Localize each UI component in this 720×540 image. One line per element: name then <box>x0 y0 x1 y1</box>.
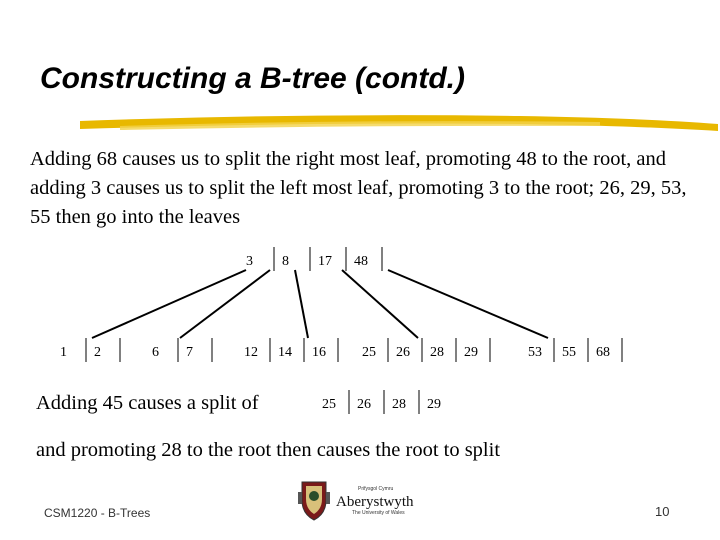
leaf-node <box>528 338 610 362</box>
node-key: 16 <box>312 345 326 360</box>
node-key: 8 <box>282 254 289 269</box>
node-key: 28 <box>430 345 444 360</box>
node-key: 68 <box>596 345 610 360</box>
node-key: 12 <box>244 345 258 360</box>
node-key: 26 <box>357 397 371 412</box>
node-key: 29 <box>464 345 478 360</box>
node-key: 3 <box>246 254 253 269</box>
leaf-node <box>362 338 478 362</box>
leaf-nodes <box>60 338 622 362</box>
node-key: 25 <box>322 397 336 412</box>
logo-subtext: Prifysgol Cymru <box>358 486 394 492</box>
root-node <box>246 247 382 271</box>
university-logo <box>296 478 436 522</box>
node-key: 55 <box>562 345 576 360</box>
node-key: 1 <box>60 345 67 360</box>
page-number: 10 <box>655 504 670 519</box>
node-key: 17 <box>318 254 332 269</box>
node-key: 25 <box>362 345 376 360</box>
course-footer: CSM1220 - B-Trees <box>44 506 151 520</box>
leaf-node <box>152 338 193 362</box>
promote-caption: and promoting 28 to the root then causes the root to split <box>36 439 501 461</box>
explanation-text: Adding 68 causes us to split the right most leaf, promoting 48 to the root, and adding 3 causes us to split the left most leaf, promoting 3 to the root; 26, 29, 53, 55 then go into the leaves <box>30 148 687 228</box>
node-key: 7 <box>186 345 193 360</box>
node-key: 48 <box>354 254 368 269</box>
node-key: 26 <box>396 345 410 360</box>
split-node <box>322 390 441 414</box>
slide-title: Constructing a B-tree (contd.) <box>40 62 465 95</box>
node-key: 6 <box>152 345 159 360</box>
split-node-keys <box>322 390 441 414</box>
leaf-node <box>60 338 101 362</box>
node-key: 28 <box>392 397 406 412</box>
split-caption: Adding 45 causes a split of <box>36 392 259 414</box>
logo-tagline: The University of Wales <box>352 510 405 516</box>
node-key: 53 <box>528 345 542 360</box>
tree-edges <box>92 270 548 338</box>
node-key: 14 <box>278 345 292 360</box>
leaf-node <box>244 338 326 362</box>
logo-wordmark: Aberystwyth <box>336 494 414 510</box>
crest-icon <box>298 482 330 520</box>
node-key: 29 <box>427 397 441 412</box>
node-key: 2 <box>94 345 101 360</box>
root-node-keys <box>246 247 368 271</box>
